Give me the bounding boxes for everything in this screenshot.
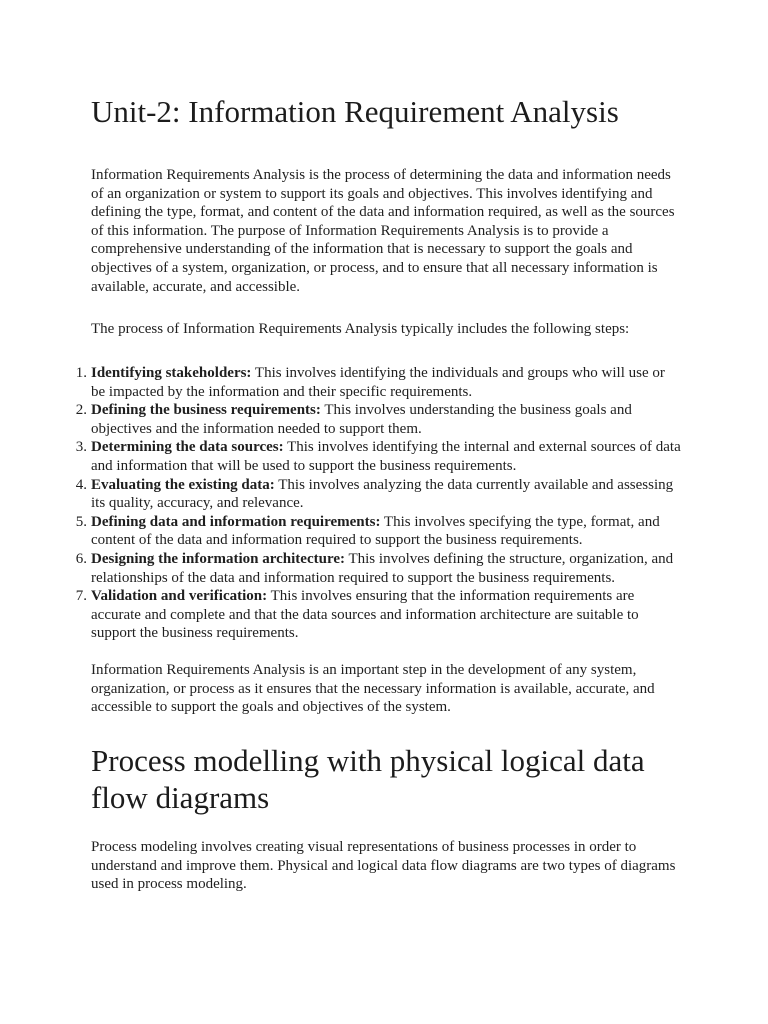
- paragraph-ira-definition: Information Requirements Analysis is the process of determining the data and information needs of an organization or system to support its goals and objectives. This involves identifying and defining the type, format, and content of the data and information required, as well as the sources of this information. The purpose of Information Requirements Analysis is to provide a comprehensive understanding of the information that is necessary to support the goals and objectives of a system, organization, or process, and to ensure that all necessary information is available, accurate, and accessible.: [91, 167, 675, 295]
- list-item: [75, 401, 681, 438]
- list-item: [75, 550, 681, 587]
- list-item: [75, 364, 681, 401]
- list-item: [75, 513, 681, 550]
- list-item-number: 1.: [75, 365, 87, 381]
- list-item-text: This involves understanding the business goals and objectives and the information needed to support them.: [91, 402, 632, 437]
- list-item-term: Defining the business requirements:: [91, 402, 321, 419]
- list-item-text: This involves analyzing the data currently available and assessing its quality, accuracy, and relevance.: [91, 476, 674, 512]
- list-item-number: 2.: [75, 402, 87, 419]
- list-item-term: Determining the data sources:: [91, 439, 284, 456]
- list-item: [75, 438, 681, 475]
- list-item-text: This involves specifying the type, format, and content of the data and information required to support the business requirements.: [91, 513, 660, 549]
- list-item-number: 3.: [75, 439, 87, 456]
- list-item-number: 5.: [75, 513, 87, 530]
- list-item-number: 4.: [75, 476, 87, 493]
- list-item-text: This involves identifying the internal and external sources of data and information that will be used to support the business requirements.: [91, 439, 681, 474]
- section-title-process-modelling: Process modelling with physical logical data flow diagrams: [91, 743, 645, 815]
- section-title-information-requirement-analysis: Unit-2: Information Requirement Analysis: [91, 94, 619, 129]
- paragraph-process-modeling: Process modeling involves creating visual representations of business processes in order to understand and improve them. Physical and logical data flow diagrams are two types of diagrams used in process modeling.: [91, 839, 676, 893]
- list-item-term: Identifying stakeholders:: [91, 365, 252, 381]
- list-item: [75, 587, 681, 643]
- paragraph-steps-intro: The process of Information Requirements Analysis typically includes the following steps:: [91, 321, 630, 337]
- paragraph-ira-conclusion: Information Requirements Analysis is an important step in the development of any system, organization, or process as it ensures that the necessary information is available, accurate, and accessible to support the goals and objectives of the system.: [91, 662, 655, 716]
- list-item-term: Validation and verification:: [91, 588, 268, 605]
- list-item-term: Evaluating the existing data:: [91, 476, 275, 493]
- steps-list: [75, 364, 681, 643]
- list-item: [75, 476, 681, 513]
- list-item-number: 7.: [75, 588, 87, 605]
- list-item-text: This involves identifying the individuals and groups who will use or be impacted by the information and their specific requirements.: [91, 365, 665, 400]
- list-item-text: This involves defining the structure, organization, and relationships of the data and information required to support the business requirements.: [91, 550, 674, 586]
- list-item-number: 6.: [75, 550, 87, 567]
- list-item-text: This involves ensuring that the information requirements are accurate and complete and that the data sources and information architecture are suitable to support the business requirements.: [91, 588, 639, 642]
- list-item-term: Defining data and information requirements:: [91, 513, 381, 530]
- list-item-term: Designing the information architecture:: [91, 550, 345, 567]
